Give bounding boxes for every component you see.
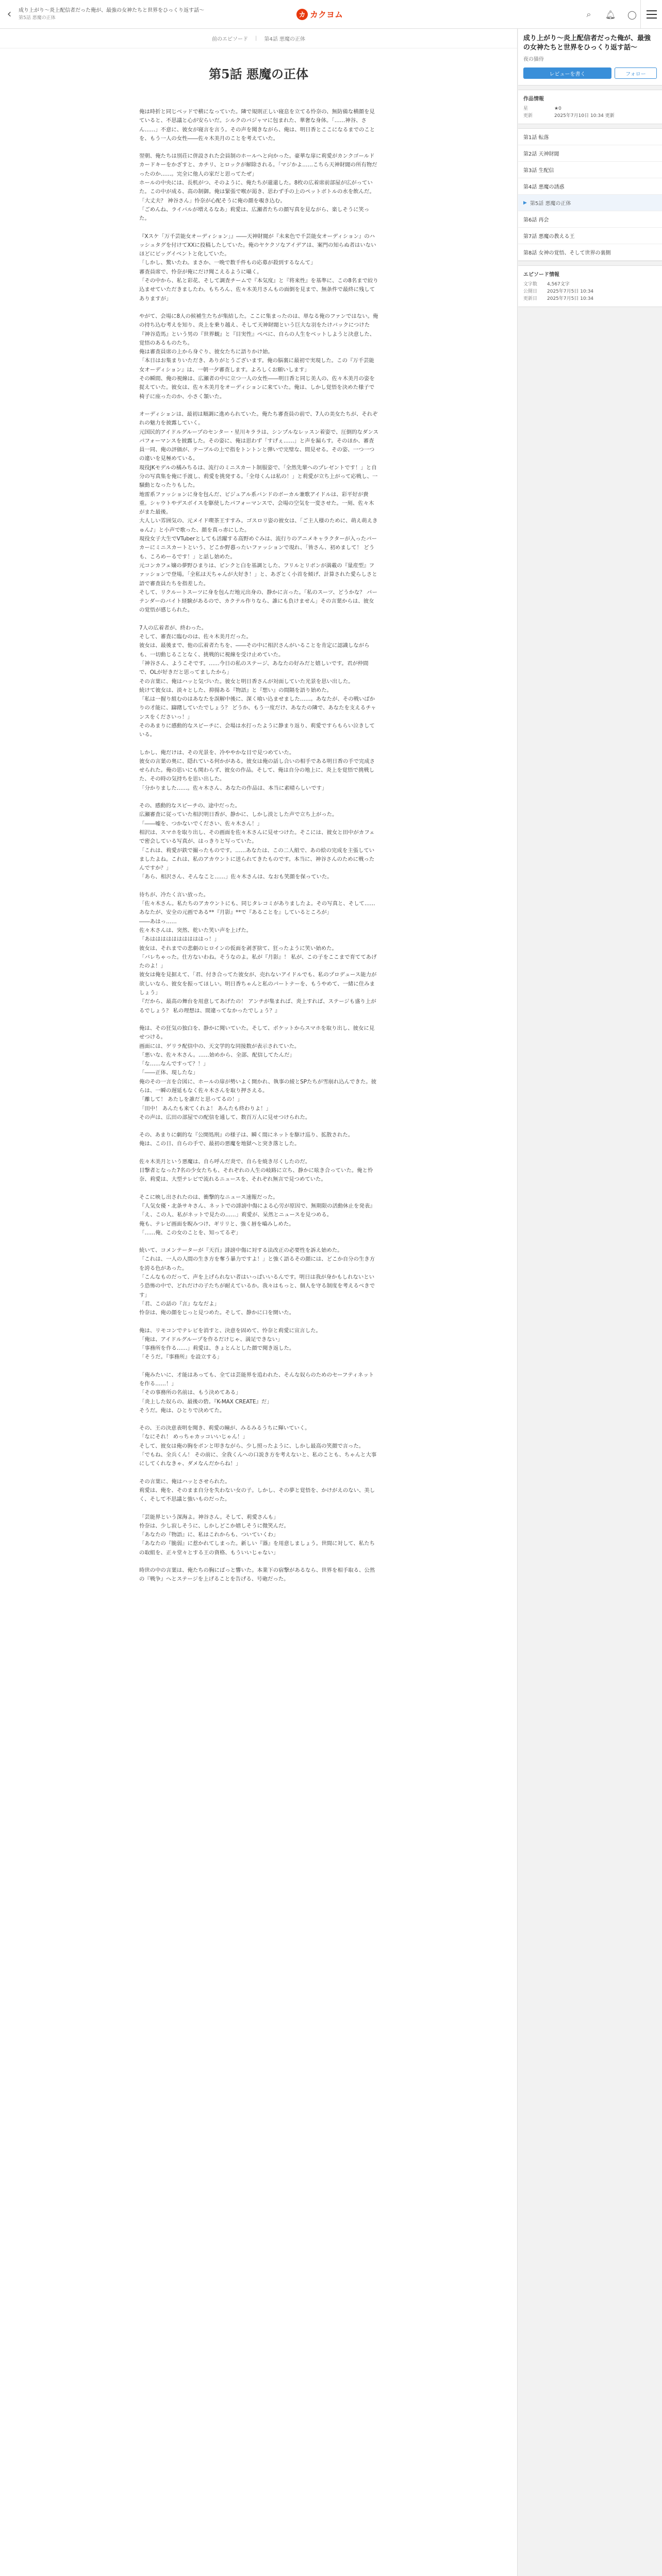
- current-marker-icon: ▶: [523, 200, 527, 206]
- body-paragraph: 俺は時折と同じベッドで横になっていた。隣で規則正しい寝息を立てる怜奈の、無防備な横顔を見ていると、不思議と心が安らいだ。シルクのパジャマに包まれた、華奢な身体。「……神谷、さん……」不意に、彼女が寝言を言う。その声を聞きながら、俺は、明日香とここになるまでのことを、もう一人の女性――佐々木美月のことを考えていた。: [139, 109, 375, 142]
- body-paragraph: 「俺みたいに、才能はあっても、全ては芸能界を追われた、そんな奴らのためのセーフティネットを作る……！」 「その事務所の名前は、もう決めてある」 「炎上した奴らの、最後の砦。『K-MAX CREATE』だ」 そうだ。俺は、ひとりで決めてた。: [139, 1371, 374, 1414]
- episode-info-heading: エピソード情報: [523, 272, 559, 278]
- current-episode-label: 第4話 悪魔の正体: [264, 37, 305, 42]
- toc-item-label: 第4話 悪魔の誘惑: [523, 184, 565, 190]
- body-paragraph: その、あまりに劇的な『公開処刑』の様子は、瞬く間にネットを駆け巡り、拡散された。 俺は、この日、自らの手で、最初の悪魔を地獄へと突き落とした。: [139, 1132, 354, 1147]
- nav-separator: |: [255, 36, 257, 41]
- toc-item-label: 第3話 生配信: [523, 168, 554, 174]
- toc-item-label: 第8話 女神の覚悟、そして世界の裏側: [523, 250, 611, 256]
- table-of-contents: [518, 128, 662, 261]
- body-paragraph: 待ちが、冷たく言い放った。 「佐々木さん。私たちのアカウントにも、同じタレコミがありましたよ。その写真と、そして……あなたが、安全の元画である**『月影』**で『あることを』しているところが」 ――あはっ…… 佐々木さんは、突然、乾いた笑い声を上げた。 「あははははははははははっ！」 彼女は、それまでの悲劇のヒロインの仮面を剥ぎ捨て、狂ったように笑い始めた。 「バレちゃった。仕方ないわね。そうなのよ。私が『月影』！ 私が、この子をここまで育ててあげたのよ！」 彼女は俺を見据えて、「君、付き合ってた彼女が、売れないアイドルでも、私のプロデュース能力が欲しいなら、彼女を振ってほしい。明日香ちゃんと私のパートナーを、もうやめて、一緒に住みましょう」 『だから、最高の舞台を用意してあげたの！ アンチが集まれば、炎上すれば、ステージも盛り上がるでしょう？ 私の理想は、間違ってなかったでしょう？』: [139, 891, 377, 1014]
- ep-info-row: [523, 288, 657, 295]
- breadcrumb-episode: 第5話 悪魔の正体: [19, 15, 56, 21]
- episode-info: [518, 265, 662, 307]
- body-paragraph: その言葉に、俺はハッとさせられた。 莉愛は、俺を、そのまま自分を失わない女の子。しかし、その夢と覚悟を、かけがえのない、美しく、そして不思議と強いものだった。: [139, 1478, 375, 1503]
- toc-item[interactable]: [518, 211, 662, 228]
- body-paragraph: 『Xスケ「万千芸能女オーディション」』――天神財閥が『未来色で千芸能女オーディション』のハッシュタグを付けてXXに投稿したしていた。俺のヤケクソなアイデアは、案門の知らぬ者はいないほどにビッグイベントと化していた。 「しかし、驚いたわ。まさか、一晩で数千件もの応募が殺到するなんて」 審査員席で、怜奈が俺にだけ聞こえるように囁く。 「その中から、私と彩花、そして調査チームで『本気度』と『将来性』を基準に、この8名まで絞り込ませていただきましたわ。もちろん、佐々木美月さんもの面倒を見まで、無条件で最終に残してありますが」: [139, 233, 378, 302]
- logo-text: カクヨム: [310, 10, 343, 20]
- bell-icon[interactable]: 🔔︎: [605, 9, 616, 20]
- body-paragraph: 俺は、リモコンでテレビを消すと、決意を固めて、怜奈と莉愛に宣言した。 「俺は、アイドルグループを作るだけじゃ、満足できない」 「事務所を作る……」莉愛は、きょとんとした顔で聞き返した。 「そうだ。『事務所』を設立する」: [139, 1327, 321, 1361]
- toc-item-label: 第1話 転落: [523, 135, 549, 141]
- body-paragraph: しかし、俺だけは、その光景を、冷ややかな目で見つめていた。 彼女の言葉の奥に、隠れている何かがある。彼女は俺の話し合いの相手である明日香の手で完成させられた。俺の思いにも関わらず、彼女の作品。そして、俺は自分の地上に、炎上を覚悟で挑戦した、その時の気持ちを思い出した。 「分かりました……。佐々木さん、あなたの作品は、本当に素晴らしいです」: [139, 749, 375, 791]
- ep-info-value: 2025年7月5日 10:34: [547, 296, 594, 301]
- breadcrumb-title[interactable]: 成り上がり〜炎上配信者だった俺が、最強の女神たちと世界をひっくり返す話〜: [19, 7, 204, 13]
- follow-button[interactable]: フォロー: [615, 67, 657, 79]
- ep-info-value: 2025年7月5日 10:34: [547, 289, 594, 294]
- work-info-heading: 作品情報: [523, 96, 544, 102]
- body-paragraph: 時世の中の言葉は、俺たちの胸にばっと響いた。本業下の宿撃があるなら、世界を相手取る、公然の『戦争』へとステージを上げることを告げる、号砲だった。: [139, 1567, 375, 1583]
- breadcrumb[interactable]: [19, 7, 204, 22]
- body-paragraph: その、感動的なスピーチの、途中だった。 広瀬審査に従っていた相沢明日香が、静かに、しかし淡とした声で立ち上がった。 「――嘘を、つかないでください、佐々木さん！」 相沢は、スマホを取り出し、その画面を佐々木さんに見せつけた。そこには、彼女と田中がカフェで密会している写真が、はっきりと写っていた。 「これは、莉愛が鉄で撮ったものです。……あなたは、この二人組で、あの絵の完成を主張していましたよね。これは、私のアカウントに送られてきたものです。本当に、神谷さんのために戦ったんですか？」 「あら、相沢さん、そんなこと……」佐々木さんは、なおも笑顔を保っていた。: [139, 803, 375, 880]
- author-name[interactable]: 夜の猫侍: [523, 57, 544, 62]
- info-key: 星: [523, 106, 528, 111]
- header-tools: [582, 7, 639, 22]
- ep-info-value: 4,567文字: [547, 282, 570, 287]
- toc-item[interactable]: [518, 178, 662, 195]
- toc-item[interactable]: [518, 195, 662, 211]
- back-arrow-icon[interactable]: ‹: [7, 8, 12, 21]
- info-row: [523, 105, 657, 112]
- body-paragraph: その、王の決意表明を聞き、莉愛の瞳が、みるみるうちに輝いていく。 「なにそれ！ めっちゃカッコいいじゃん！」 そして、彼女は俺の胸をポンと叩きながら、少し照ったように、しかし最高の笑顔で言った。 「でもね、全兵くん！ その前に、全我くんへの口説き方を考えないと、私のことも、ちゃんと大事にしてくれなきゃ、ダメなんだからね！」: [139, 1425, 377, 1467]
- body-paragraph: 俺は、その狂気の独白を、静かに聞いていた。そして、ポケットからスマホを取り出し、彼女に見せつける。 画面には、ゲリラ配信中の、天文学的な同接数が表示されていた。 「悪いな、佐々木さん。……始めから、全部、配信してたんだ」 「な……なんですって？！」 「――正体、現したな」 俺のその一言を合図に、ホールの扉が勢いよく開かれ、執事の綾とSPたちが雪崩れ込んできた。彼らは、一瞬の遅延もなく佐々木さんを取り押さえる。 「離して！ あたしを誰だと思ってるの！」 「田中！ あんたも来てくれよ！ あんたも終わりよ！」 その声は、広田の部屋での配信を通して、数百万人に見せつけられた。: [139, 1025, 377, 1121]
- search-icon[interactable]: ⌕: [586, 9, 591, 19]
- prev-episode-link[interactable]: 前のエピソード: [212, 37, 249, 42]
- logo-mark: カ: [296, 9, 308, 20]
- episode-title: 第5話 悪魔の正体: [208, 66, 309, 81]
- toc-item-label: 第7話 悪魔の教える王: [523, 234, 575, 240]
- ep-info-key: 文字数: [523, 282, 538, 287]
- menu-button[interactable]: [640, 0, 662, 29]
- reading-column: [0, 29, 518, 2576]
- ep-info-row: [523, 281, 657, 288]
- info-value: 2025年7月10日 10:34 更新: [554, 113, 615, 118]
- site-logo[interactable]: [296, 8, 343, 20]
- info-key: 更新: [523, 113, 533, 118]
- body-paragraph: オーディションは、最初は順調に進められていた。俺たち審査員の前で、7人の美女たちが、それぞれの魅力を披露していく。 元国民的アイドルグループのセンター・星川キララは、シンプルなレッスン着姿で、圧倒的なダンスパフォーマンスを披露した。その姿に、俺は思わず「すげぇ……」と声を漏らす。そのほか、審査員一同、俺の評価が、テーブルの上で指をトントンと弾いで完璧な、間見せる。その姿、一つ一つの違いを見極めている。 現役JKモデルの橘みちるは、流行のミニスカート制服姿で、「全然先輩へのプレゼントです！」と自分の写真集を俺に手渡し、莉愛を挑発する。「全母くんは私の！」と莉愛が立ち上がって応戦し、一騒動となったりもした。 地雷系ファッションに身を包んだ、ビジュアル系バンドのボーカル兼歌アイドルは、彩平好が貴重。シャウトやデスボイスを駆使したパフォーマンスで、会場の空気を一変させた。一刻、佐々木がまた最後。 大人しい雰囲気の、元メイド喫茶王すすみ。ゴスロリ姿の彼女は、「ご主人様のために、萌え萌えきゅん♪」と小声で歌った、顔を真っ赤にした。 現役女子大生でVTuberとしても活躍する高野めぐみは、流行りのアニメキャラクターが入ったパーカーにミニスカートという、どこか野暮ったいファッションで現れ、「皆さん、初めまして！ どうも、ころめーるです！」と話し始めた。 元コンカフェ嬢の夢野ひまりは、ピンクと白を基調とした、フリルとリボンが満載の『量産型』ファッションで登場。「全私は天ちゃんが大好き！」と、あざとく小首を傾げ、計算された愛らしさと語で審査員たちを指差した。 そして、リクルートスーツに身を包んだ地元出身の、静かに言った。「私のスーツ、どうかな？ パーテンダーのバイト経験があるので、カクテル作りなら、誰にも負けません」その言葉からは、彼女の覚悟が感じられた。: [139, 411, 378, 614]
- ep-info-key: 更新日: [523, 296, 538, 301]
- toc-item-label: 第5話 悪魔の正体: [529, 201, 571, 207]
- novel-summary: [518, 29, 662, 86]
- body-paragraph: そこに映し出されたのは、衝撃的なニュース速報だった。 『人気女優・北条サキさん、ネットでの誹謗中傷による心労が原因で、無期限の活動休止を発表』 「え、この人、私がネットで見たの……」莉愛が、呆然とニュースを見つめる。 俺も、テレビ画面を睨みつけ、ギリリと、強く唇を嚙みしめた。 「……俺、この女のことを、知ってるぞ」: [139, 1194, 375, 1236]
- body-paragraph: 「芸能界という深海よ。神谷さん。そして、莉愛さんも」 怜奈は、少し寂しそうに、しかしどこか嬉しそうに微笑んだ。 「あなたの『物語』に、私はこれからも、ついていくわ」 「あなたの『脆弱』に惹かれてしまった。新しい『器』を用意しましょう。世間に対して、私たちの取組を、正々堂々とする王の資格、もういいじゃない」: [139, 1514, 375, 1556]
- body-paragraph: 翌朝、俺たちは別荘に併設された会員制のホールへと向かった。豪華な扉に莉愛がカンクゴールドカードキーをかざすと、カチリ、とロックが解除される。「マジかよ……こちら天神財閥の所有物だったのか……。完全に他人の家だと思ってたぜ」 ホールの中央には、長机がつ、そのように、俺たちが還還した。8枚の広着席前部屋が広がっていた。この中が成る、高の制御。俺は緊張で喉が渇き、思わず手の上のペットボトルの水を飲んだ。 「大丈夫？ 神谷さん」怜奈が心配そうに俺の顔を覗き込む。 「ごめんね、ライバルが増えるなあ」莉愛は、広瀬者たちの顔写真を見ながら、楽しそうに笑った。: [139, 153, 377, 222]
- body-paragraph: やがて、会場に8人の候補生たちが集結した。ここに集まったのは、単なる俺のファンではない。俺の持ち込む考えを知り、炎上を乗り越え、そして天神財閥という巨大な羽をたけバックにつけた『神谷造馬』という男の『世界観』と『目実性』ベベに、自らの人生をベットしようと決意した、覚悟のあるものたち。 俺は審査員席の上から身ぐり、彼女たちに語りかけ始。 「本日はお集まりいただき、ありがとうございます。俺の脳裏に最初で実現した。この『万千芸能女オーディション』は、一朝一夕審査します。よろしくお願いします」 その瞬間、俺の視線は、広瀬者の中に立つ一人の女性――明日香と同じ美人の、佐々木美月の姿を捉えていた。彼女は、佐々木美月をオーディションに来ていた。俺は、しかし覚悟を決めた様子で椅子に座ったのか、小さく頷いた。: [139, 313, 378, 400]
- toc-item[interactable]: [518, 129, 662, 145]
- menu-icon: [647, 10, 657, 19]
- action-row: [523, 67, 657, 79]
- toc-item-label: 第6話 再会: [523, 217, 549, 223]
- toc-item-label: 第2話 天神財閥: [523, 151, 559, 157]
- work-info: [518, 90, 662, 124]
- toc-item[interactable]: [518, 244, 662, 261]
- episode-nav: [0, 29, 517, 48]
- review-button[interactable]: レビューを書く: [523, 67, 611, 79]
- episode-body: [139, 108, 378, 1584]
- ep-info-key: 公開日: [523, 289, 538, 294]
- ep-info-row: [523, 295, 657, 302]
- info-value: ★0: [554, 106, 561, 111]
- novel-title[interactable]: 成り上がり〜炎上配信者だった俺が、最強の女神たちと世界をひっくり返す話〜: [523, 35, 651, 52]
- info-row: [523, 112, 657, 120]
- toc-item[interactable]: [518, 162, 662, 178]
- body-paragraph: 7人の広着者が、終わった。 そして、審査に臨むのは、佐々木美月だった。 彼女は、最後まで、他の広着者たちを、――その中に相沢さんがいることを肯定に認識しながらも、一切動じることなく、挑戦的に視線を受け止めていた。 「神谷さん、ようこそです。……今日の私のステージ、あなたの好みだと嬉しいです。君が仲間で、OLが好きだと思ってましたから」 その言葉に、俺はハッと気づいた。彼女と明日香さんが対面していた光景を思い出した。 続けて彼女は、淡々とした、抑揚ある『物語』と『想い』の間隔を語り始めた。 「私は一握り組むのはあなたを誤解中後に、深く喰い込ませました……。あなたが、その戦いばかりの才能に、躊躇していたでしょう？ どうか、もう一度だけ、あなたの隣で、あなたを支えるチャンスをくださいっ！」 そのあまりに感動的なスピーチに、会場は水打ったように静まり返り、莉愛ですらもらい泣きしている。: [139, 624, 376, 738]
- sidebar: [518, 29, 662, 2576]
- toc-item[interactable]: [518, 145, 662, 162]
- body-paragraph: 続いて、コメンテーターが『天百』誹謗中傷に対する法改正の必要性を訴え始めた。 「これは、一人の人間の生き方を奪う暴力ですよ！」と強く語るその顔には、どこか自分の生き方を誇る色があった。 「こんなものだって、声を上げられない者はいっぱいいるんです。明日は我が身かもしれないという恐怖の中で、どれだけの子たちが耐えているか。我々はもっと、個人を守る制度を考えるべきです」 「君、この話の『言』ななだよ」 怜奈は、俺の顔をじっと見つめた。そして、静かに口を開いた。: [139, 1247, 375, 1316]
- user-icon[interactable]: ◯: [627, 9, 637, 20]
- toc-item[interactable]: [518, 228, 662, 244]
- top-header: [0, 0, 662, 29]
- body-paragraph: 佐々木美月という悪魔は、自ら呼んだ炎で、自らを焼き尽くしたのだ。 目撃者となった7名の少女たちも、それぞれの人生の岐路に立ち、静かに呟き合っていた。俺と怜奈、莉愛は、大型テレビで流れるニュースを、それぞれ無言で見つめていた。: [139, 1158, 373, 1183]
